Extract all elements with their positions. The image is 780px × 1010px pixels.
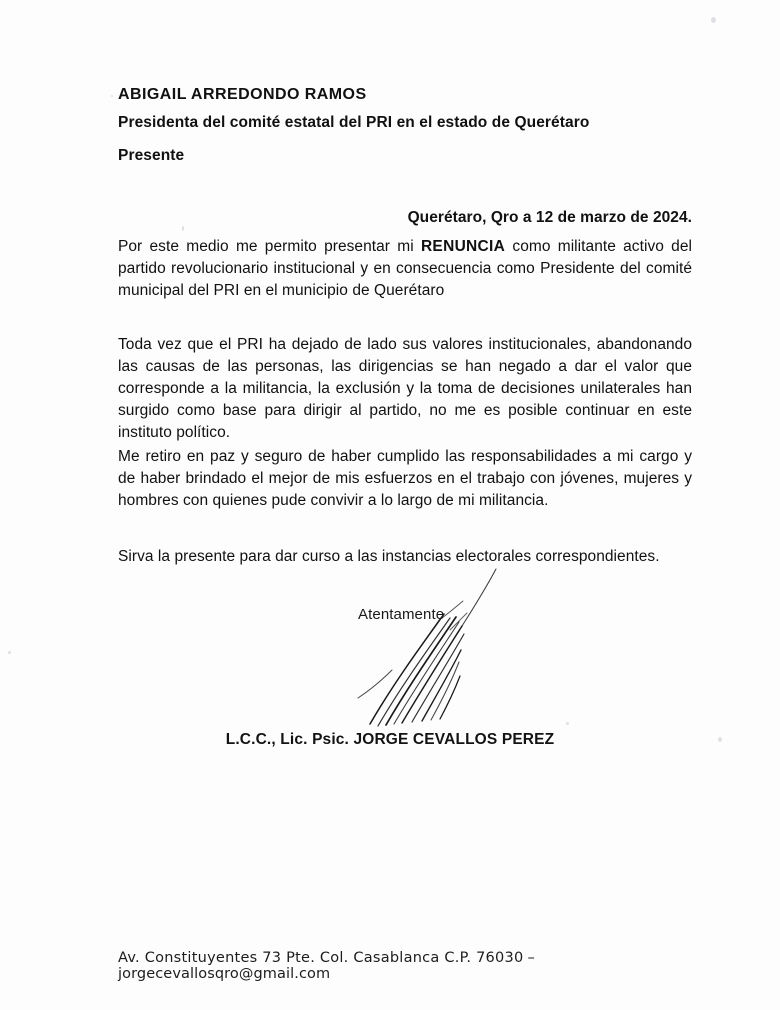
scan-artifact — [566, 722, 569, 725]
resignation-emphasis: RENUNCIA — [420, 238, 506, 255]
handwritten-signature-icon — [330, 548, 550, 738]
paragraph-reasons: Toda vez que el PRI ha dejado de lado sus valores institucionales, abandonando las causas de las personas, las dirigencias se han negado a dar el valor que corresponde a la militancia, la exclusión y la toma de decisiones unilaterales han surgido como base para dirigir al partido, no me es posible continuar en este instituto político. — [118, 336, 692, 441]
scan-artifact — [111, 95, 113, 97]
recipient-name: ABIGAIL ARREDONDO RAMOS — [118, 86, 367, 103]
paragraph-1-text-after: como militante activo del partido revolucionario institucional y en consecuencia como Presidente del comité municipal del PRI en el municipio de Querétaro — [118, 238, 692, 299]
signer-name: L.C.C., Lic. Psic. JORGE CEVALLOS PEREZ — [225, 731, 555, 748]
valediction: Atentamente — [358, 606, 445, 623]
scan-artifact — [8, 651, 11, 654]
footer-address: Av. Constituyentes 73 Pte. Col. Casablanca C.P. 76030 — [118, 950, 524, 966]
paragraph-farewell: Me retiro en paz y seguro de haber cumplido las responsabilidades a mi cargo y de haber brindado el mejor de mis esfuerzos en el trabajo con jóvenes, mujeres y hombres con quienes pude convivir a lo largo de mi militancia. — [118, 448, 692, 509]
paragraph-request: Sirva la presente para dar curso a las instancias electorales correspondientes. — [118, 548, 660, 565]
scan-artifact — [711, 17, 716, 23]
footer-email: jorgecevallosqro@gmail.com — [118, 966, 331, 982]
footer-separator: – — [527, 950, 535, 966]
dateline: Querétaro, Qro a 12 de marzo de 2024. — [407, 209, 692, 226]
recipient-title: Presidenta del comité estatal del PRI en el estado de Querétaro — [118, 114, 590, 131]
paragraph-resignation — [118, 236, 692, 302]
paragraph-1-text-before: Por este medio me permito presentar mi — [118, 238, 421, 255]
salutation: Presente — [118, 147, 185, 164]
footer — [118, 950, 718, 982]
